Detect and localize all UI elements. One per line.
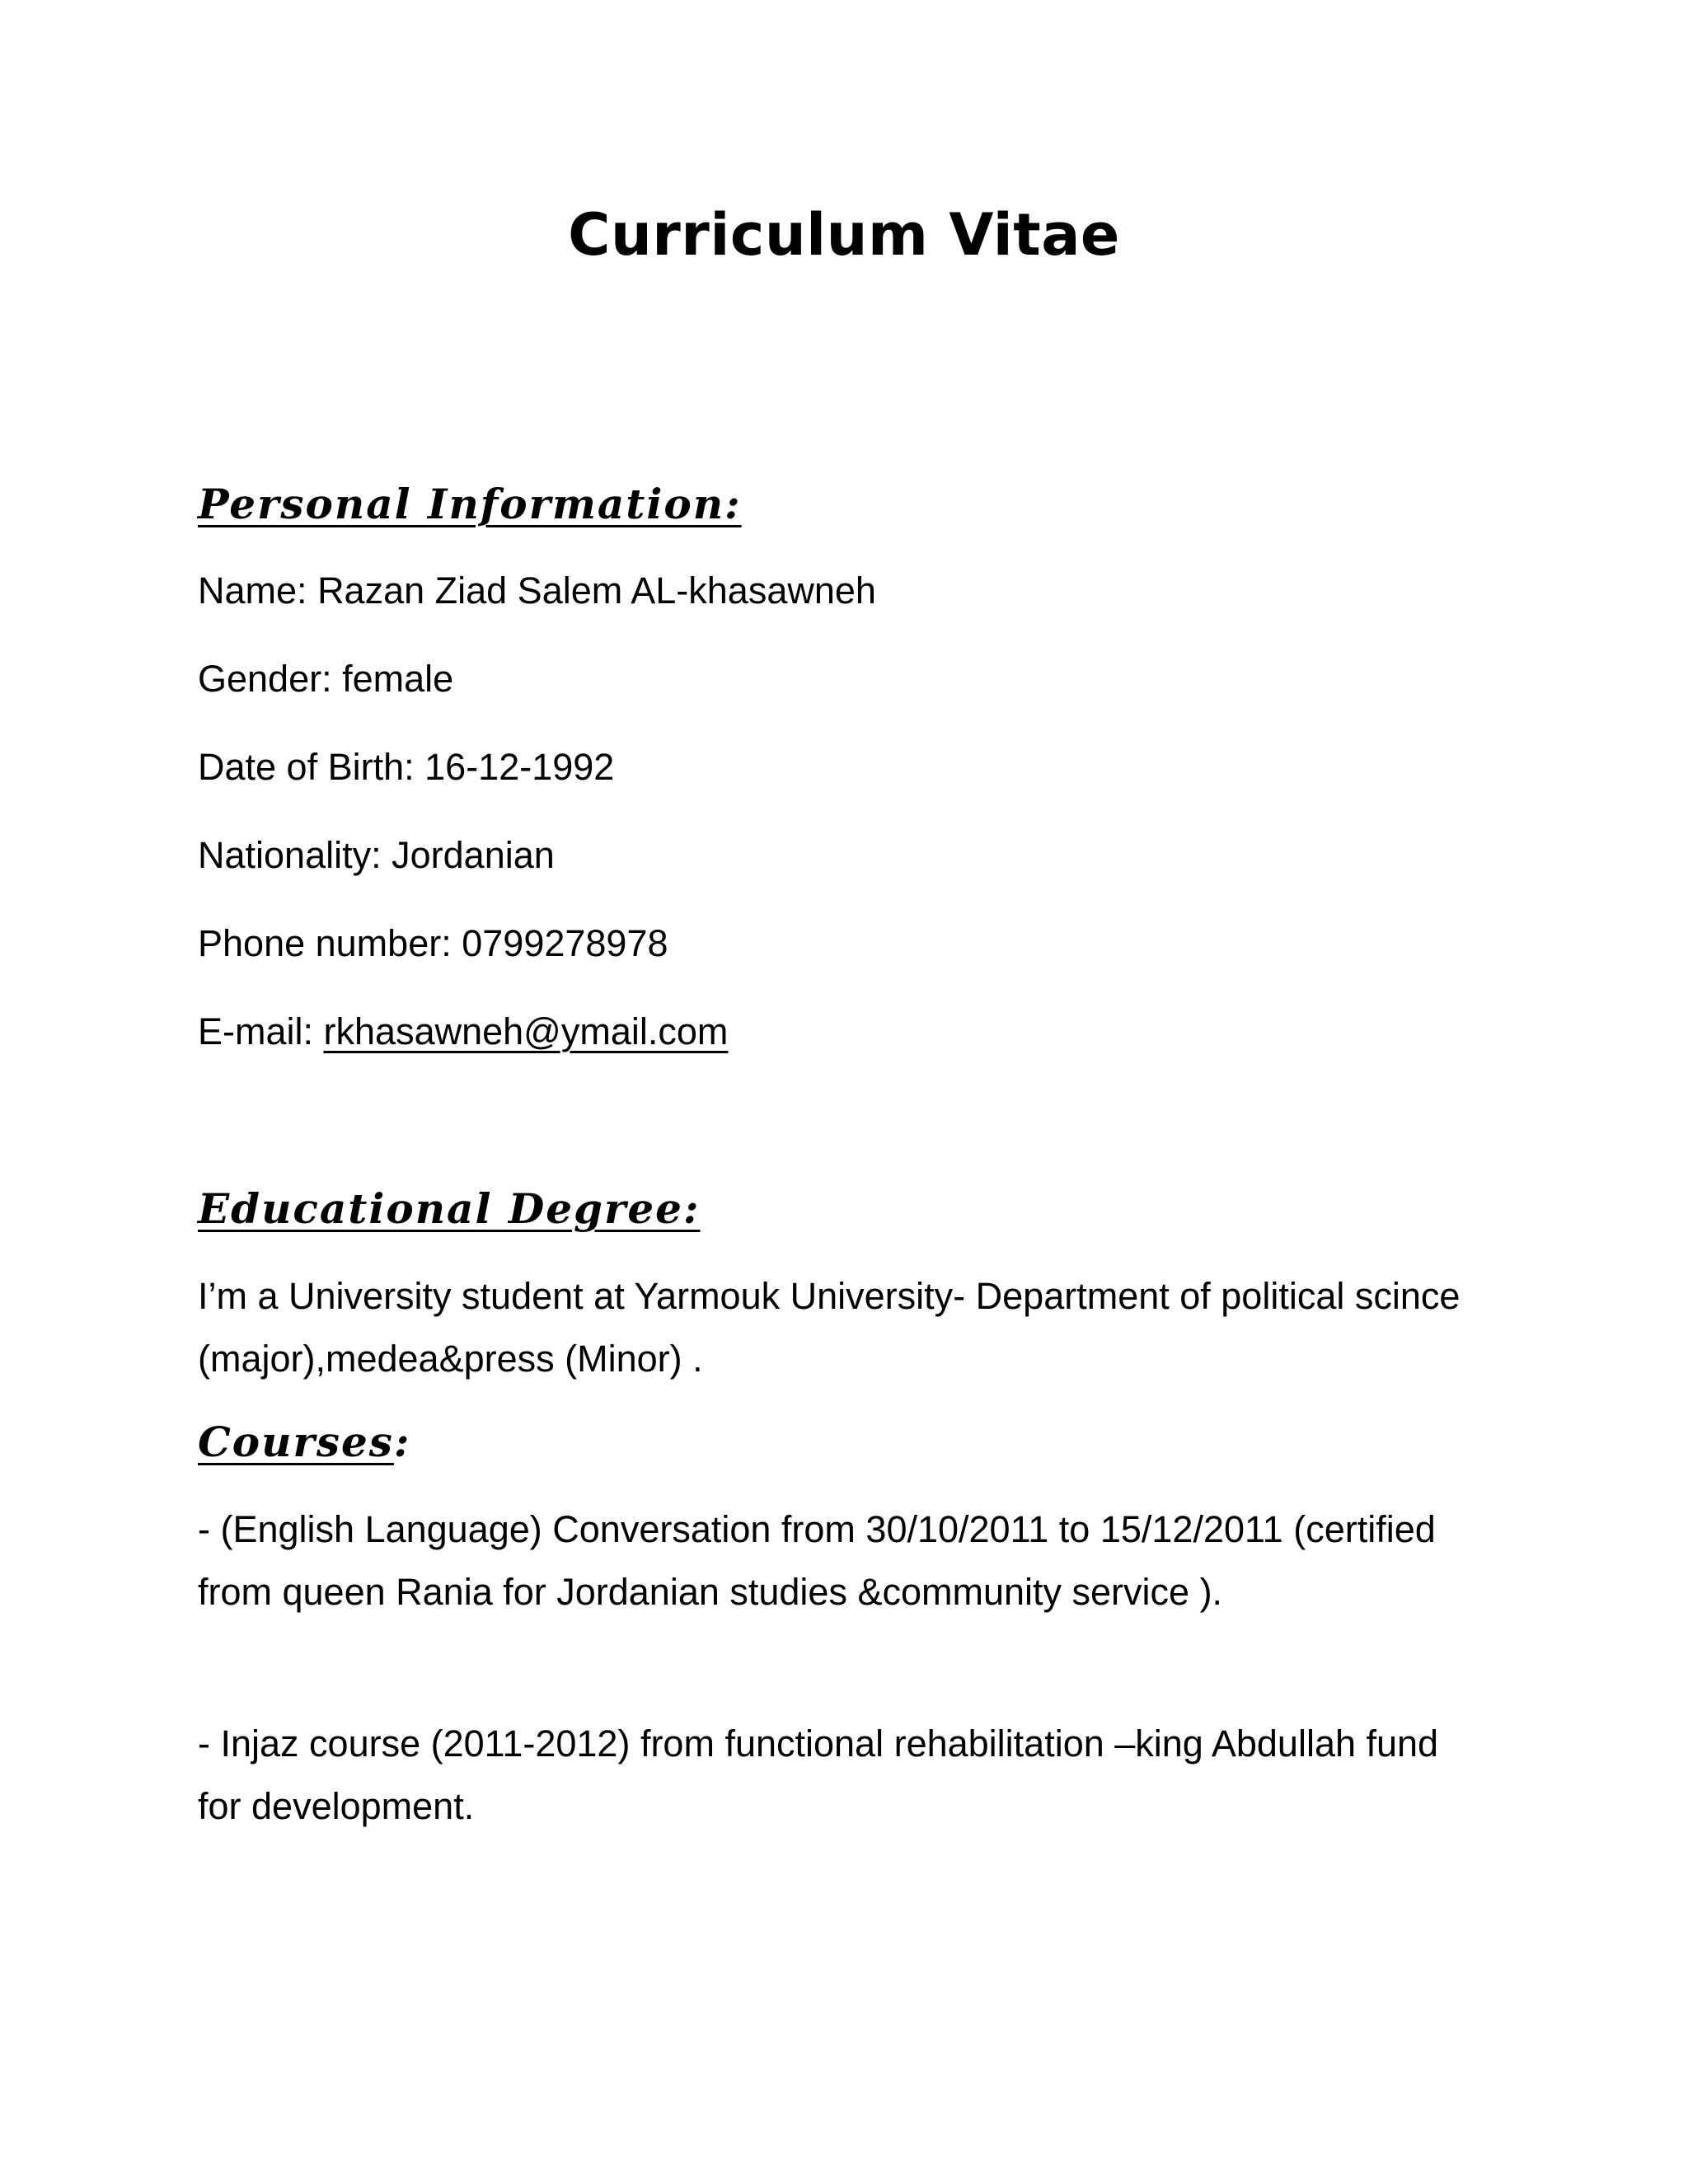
gender-value: female	[342, 658, 454, 700]
name-line	[198, 565, 876, 617]
gender-line	[198, 653, 453, 705]
document-title: Curriculum Vitae	[568, 201, 1120, 269]
course-item: - (English Language) Conversation from 30/10/2011 to 15/12/2011 (certified from queen Rania for Jordanian studies &community service ).	[198, 1508, 1436, 1613]
gender-label: Gender:	[198, 658, 332, 700]
nationality-label: Nationality:	[198, 834, 382, 876]
educational-degree-heading: Educational Degree:	[198, 1184, 701, 1233]
courses-heading-colon: :	[393, 1418, 411, 1466]
email-line	[198, 1005, 728, 1058]
phone-value: 0799278978	[462, 922, 668, 964]
education-paragraph: I’m a University student at Yarmouk University- Department of political scince (major),medea&press (Minor) .	[198, 1275, 1461, 1380]
email-label: E-mail:	[198, 1010, 314, 1052]
course-item: - Injaz course (2011-2012) from functional rehabilitation –king Abdullah fund for development.	[198, 1722, 1439, 1827]
name-label: Name:	[198, 569, 307, 612]
name-value: Razan Ziad Salem AL-khasawneh	[317, 569, 876, 612]
email-link[interactable]: rkhasawneh@ymail.com	[323, 1010, 729, 1052]
dob-label: Date of Birth:	[198, 746, 415, 788]
personal-information-heading: Personal Information:	[198, 480, 742, 528]
courses-heading	[198, 1416, 410, 1469]
courses-heading-text: Courses	[198, 1418, 394, 1466]
dob-value: 16-12-1992	[424, 746, 615, 788]
phone-line	[198, 917, 668, 970]
nationality-line	[198, 829, 555, 882]
phone-label: Phone number:	[198, 922, 452, 964]
dob-line	[198, 741, 614, 794]
nationality-value: Jordanian	[392, 834, 555, 876]
